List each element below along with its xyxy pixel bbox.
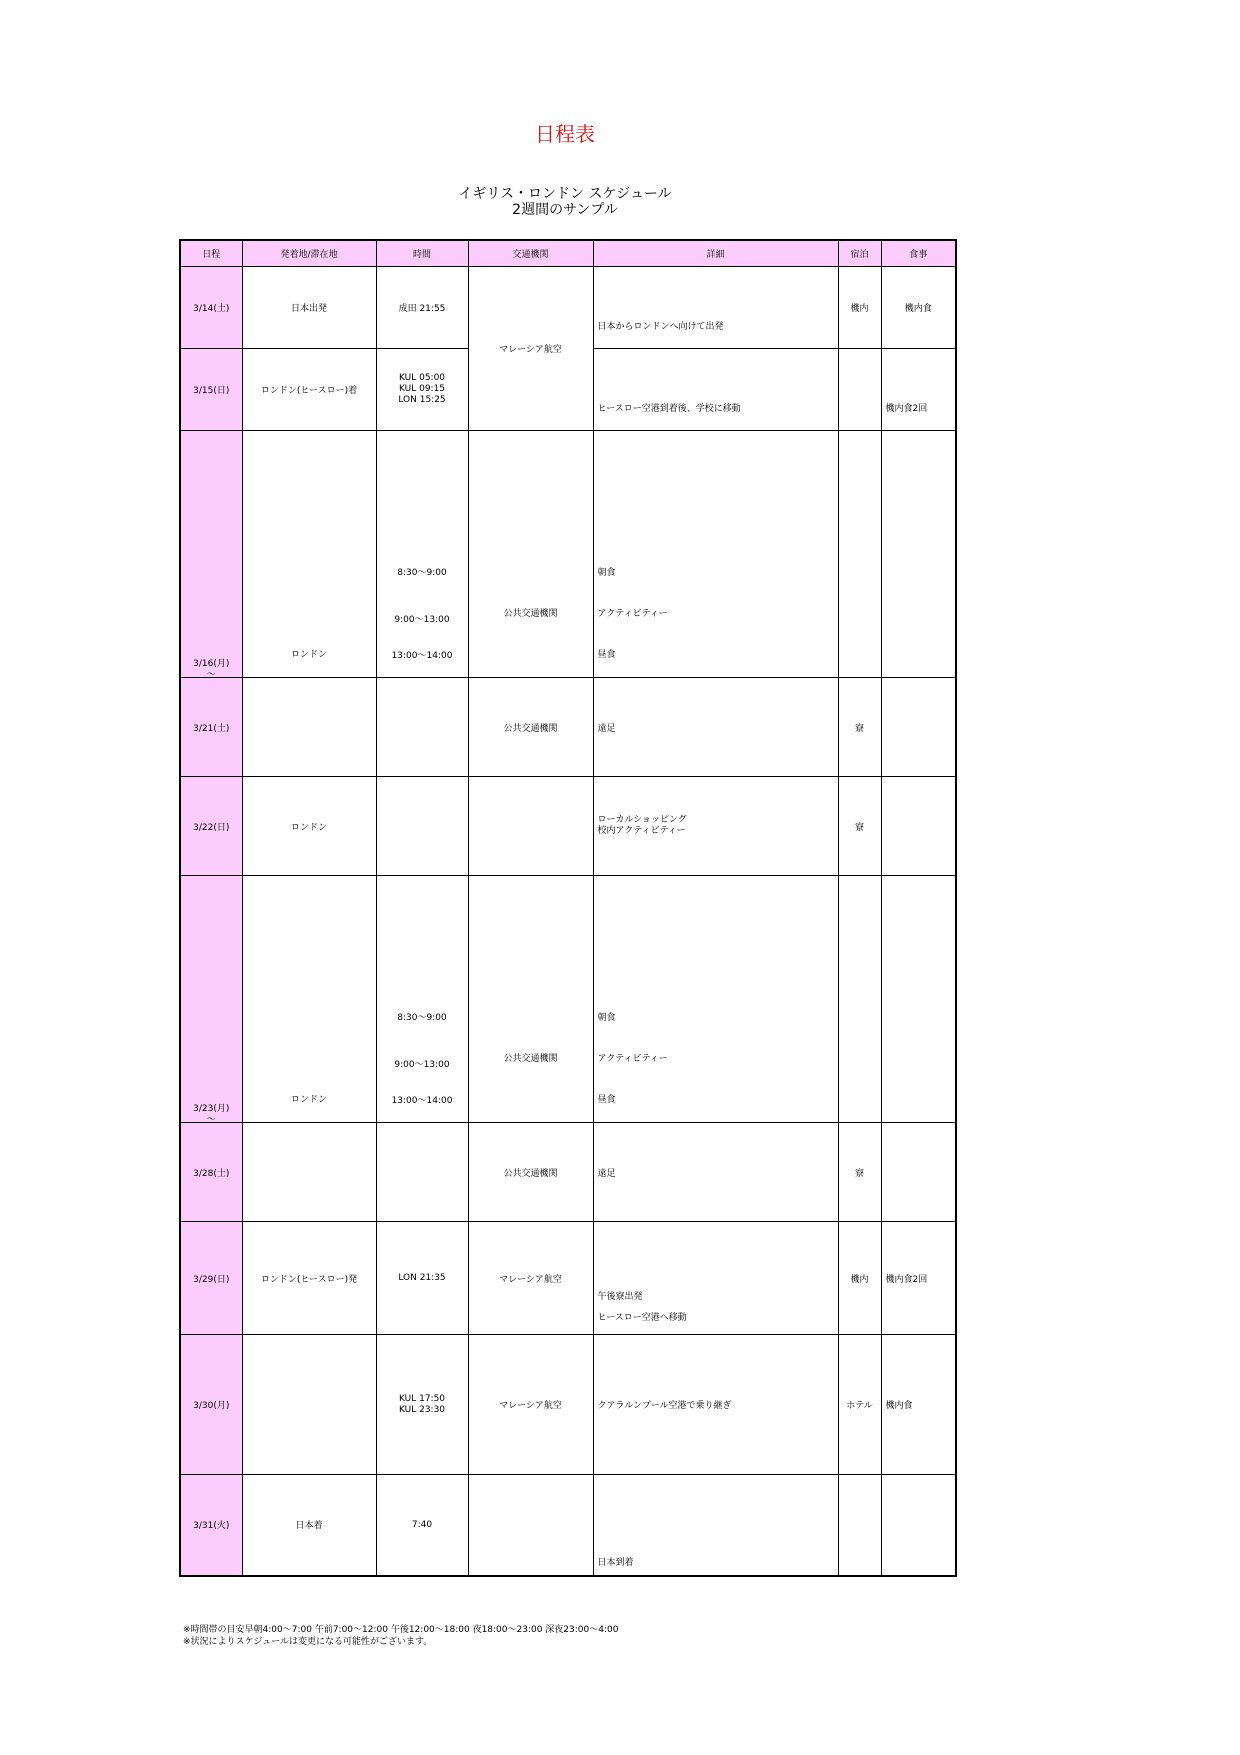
time-line: 9:00～13:00 xyxy=(394,1060,450,1070)
place-line: ロンドン xyxy=(290,650,327,660)
meal-cell xyxy=(881,876,956,1123)
subtitle-line: 2週間のサンプル xyxy=(512,202,618,218)
detail-line: 日本からロンドンへ向けて出発 xyxy=(597,321,724,332)
stay-cell xyxy=(838,431,881,678)
transport-line: 公共交通機関 xyxy=(503,1054,558,1064)
transport-cell: 公共交通機関 xyxy=(468,1123,593,1222)
detail-cell: 遠足 xyxy=(593,678,838,777)
date-cell: 3/28(土) xyxy=(180,1123,242,1222)
stay-cell xyxy=(838,1475,881,1576)
page-title: 日程表 xyxy=(535,122,595,146)
place-cell: 日本出発 xyxy=(242,267,376,349)
detail-cell: クアラルンプール空港で乗り継ぎ xyxy=(593,1335,838,1475)
detail-line: ローカルショッピング xyxy=(597,815,687,825)
date-line: ～ xyxy=(206,1115,216,1123)
detail-cell xyxy=(593,876,838,1123)
transport-cell: マレーシア航空 xyxy=(468,1335,593,1475)
meal-line: 機内食2回 xyxy=(885,403,928,414)
transport-cell xyxy=(468,431,593,678)
time-cell xyxy=(376,876,468,1123)
time-line: KUL 05:00 xyxy=(398,373,446,383)
stay-cell: 寮 xyxy=(838,777,881,876)
date-cell: 3/31(火) xyxy=(180,1475,242,1576)
time-cell: 成田 21:55 xyxy=(376,267,468,349)
footnote-line: ※時間帯の目安早朝4:00～7:00 午前7:00～12:00 午後12:00～18:00 夜18:00～23:00 深夜23:00～4:00 xyxy=(183,1625,619,1635)
date-cell xyxy=(180,431,242,678)
transport-cell: マレーシア航空 xyxy=(468,267,593,431)
detail-line: 日本到着 xyxy=(597,1557,634,1568)
time-cell: LON 21:35 xyxy=(376,1222,468,1335)
meal-cell xyxy=(881,1123,956,1222)
place-cell xyxy=(242,431,376,678)
time-cell: 7:40 xyxy=(376,1475,468,1576)
time-line: KUL 17:50 xyxy=(398,1393,446,1404)
place-cell xyxy=(242,678,376,777)
detail-cell xyxy=(593,431,838,678)
detail-line: ヒースロー空港到着後、学校に移動 xyxy=(597,403,741,414)
time-line: KUL 23:30 xyxy=(398,1404,446,1415)
stay-cell: 機内 xyxy=(838,1222,881,1335)
time-cell xyxy=(376,777,468,876)
date-line: 3/16(月) xyxy=(193,659,230,669)
header-place: 発着地/滞在地 xyxy=(242,240,376,267)
place-cell xyxy=(242,876,376,1123)
table-row xyxy=(180,1222,956,1335)
meal-cell: 機内食 xyxy=(881,267,956,349)
meal-cell xyxy=(881,678,956,777)
time-cell xyxy=(376,431,468,678)
date-cell: 3/14(土) xyxy=(180,267,242,349)
detail-line: 午後寮出発 xyxy=(597,1292,643,1302)
time-cell xyxy=(376,1123,468,1222)
place-cell: 日本着 xyxy=(242,1475,376,1576)
header-stay: 宿泊 xyxy=(838,240,881,267)
table-row xyxy=(180,876,956,1123)
time-cell xyxy=(376,678,468,777)
stay-cell: 寮 xyxy=(838,1123,881,1222)
place-cell: ロンドン(ヒースロー)発 xyxy=(242,1222,376,1335)
meal-cell: 機内食2回 xyxy=(881,1222,956,1335)
detail-cell xyxy=(593,1222,838,1335)
stay-cell xyxy=(838,876,881,1123)
footnote-line: ※状況によりスケジュールは変更になる可能性がございます。 xyxy=(183,1637,433,1647)
time-line: LON 15:25 xyxy=(398,395,446,405)
subtitle-line: イギリス・ロンドン スケジュール xyxy=(458,186,672,202)
stay-cell xyxy=(838,349,881,431)
detail-line: アクティビティー xyxy=(597,1054,668,1064)
detail-cell: 遠足 xyxy=(593,1123,838,1222)
date-line: ～ xyxy=(206,670,216,678)
table-row xyxy=(180,431,956,678)
time-line: 13:00～14:00 xyxy=(391,1096,453,1106)
detail-line: 昼食 xyxy=(597,1095,616,1105)
header-time: 時間 xyxy=(376,240,468,267)
meal-cell xyxy=(881,349,956,431)
detail-line: 朝食 xyxy=(597,1013,616,1023)
time-line: 13:00～14:00 xyxy=(391,651,453,661)
transport-cell xyxy=(468,876,593,1123)
detail-cell xyxy=(593,777,838,876)
date-line: 3/23(月) xyxy=(193,1104,230,1114)
detail-line: 昼食 xyxy=(597,650,616,660)
header-row xyxy=(180,240,956,267)
meal-cell xyxy=(881,777,956,876)
detail-cell xyxy=(593,349,838,431)
place-cell xyxy=(242,1335,376,1475)
detail-cell xyxy=(593,1475,838,1576)
detail-line: ヒースロー空港へ移動 xyxy=(597,1313,687,1323)
time-line: KUL 09:15 xyxy=(398,384,446,394)
transport-cell: 公共交通機関 xyxy=(468,678,593,777)
table-row xyxy=(180,1475,956,1576)
schedule-subtitle xyxy=(0,186,1130,218)
time-cell xyxy=(376,1335,468,1475)
transport-cell: マレーシア航空 xyxy=(468,1222,593,1335)
header-date: 日程 xyxy=(180,240,242,267)
stay-cell: ホテル xyxy=(838,1335,881,1475)
header-transport: 交通機関 xyxy=(468,240,593,267)
place-cell: ロンドン(ヒースロー)着 xyxy=(242,349,376,431)
place-line: ロンドン xyxy=(290,1095,327,1105)
time-line: 9:00～13:00 xyxy=(394,615,450,625)
detail-line: 朝食 xyxy=(597,568,616,578)
header-detail: 詳細 xyxy=(593,240,838,267)
detail-line: アクティビティー xyxy=(597,609,668,619)
table-row xyxy=(180,1123,956,1222)
date-cell: 3/21(土) xyxy=(180,678,242,777)
date-cell: 3/29(日) xyxy=(180,1222,242,1335)
table-row xyxy=(180,777,956,876)
place-cell: ロンドン xyxy=(242,777,376,876)
header-meal: 食事 xyxy=(881,240,956,267)
place-cell xyxy=(242,1123,376,1222)
meal-cell xyxy=(881,1475,956,1576)
stay-cell: 機内 xyxy=(838,267,881,349)
detail-cell xyxy=(593,267,838,349)
table-row xyxy=(180,1335,956,1475)
table-row xyxy=(180,678,956,777)
transport-cell xyxy=(468,777,593,876)
meal-cell: 機内食 xyxy=(881,1335,956,1475)
time-cell xyxy=(376,349,468,431)
footnotes xyxy=(183,1624,618,1648)
date-cell xyxy=(180,876,242,1123)
schedule-table xyxy=(179,239,957,1577)
stay-cell: 寮 xyxy=(838,678,881,777)
date-cell: 3/30(月) xyxy=(180,1335,242,1475)
date-cell: 3/22(日) xyxy=(180,777,242,876)
detail-line: 校内アクティビティー xyxy=(597,826,686,836)
date-cell: 3/15(日) xyxy=(180,349,242,431)
transport-cell xyxy=(468,1475,593,1576)
time-line: 8:30～9:00 xyxy=(397,568,447,578)
time-line: 8:30～9:00 xyxy=(397,1013,447,1023)
table-row xyxy=(180,267,956,349)
transport-line: 公共交通機関 xyxy=(503,609,558,619)
meal-cell xyxy=(881,431,956,678)
